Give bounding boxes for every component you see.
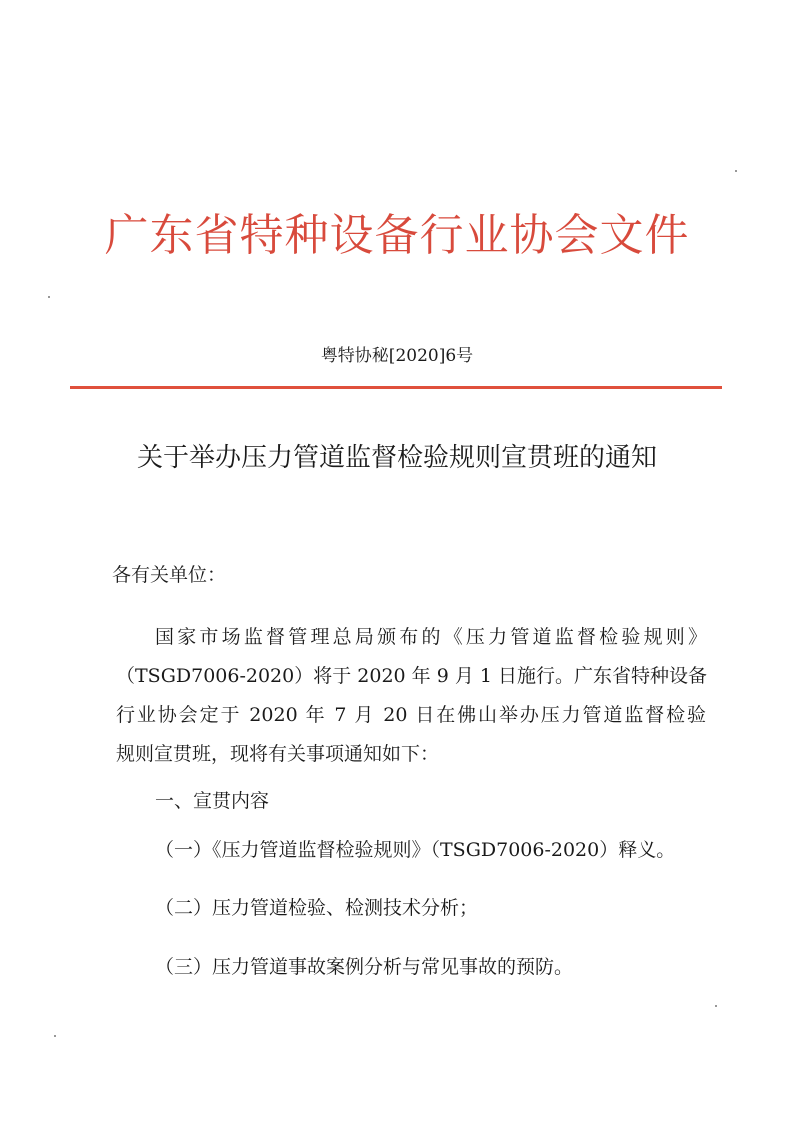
red-divider-line	[70, 386, 722, 389]
salutation: 各有关单位：	[112, 564, 227, 586]
intro-line-2: （TSGD7006-2020）将于 2020 年 9 月 1 日施行。广东省特种设备	[116, 665, 707, 687]
content-item-3: （三）压力管道事故案例分析与常见事故的预防。	[155, 956, 574, 978]
content-item-2: （二）压力管道检验、检测技术分析；	[155, 897, 479, 919]
intro-line-3: 行业协会定于 2020 年 7 月 20 日在佛山举办压力管道监督检验	[116, 704, 706, 726]
scan-speck	[54, 1035, 56, 1037]
scan-speck	[715, 1005, 717, 1007]
content-item-1: （一）《压力管道监督检验规则》（TSGD7006-2020）释义。	[155, 839, 676, 861]
notice-title: 关于举办压力管道监督检验规则宣贯班的通知	[136, 443, 657, 473]
document-number: 粤特协秘[2020]6号	[320, 346, 474, 366]
scan-speck	[735, 170, 737, 172]
organization-title: 广东省特种设备行业协会文件	[104, 210, 690, 261]
scan-speck	[48, 296, 50, 298]
intro-line-1: 国家市场监督管理总局颁布的《压力管道监督检验规则》	[155, 626, 707, 648]
section-heading: 一、宣贯内容	[155, 790, 270, 812]
intro-line-4: 规则宣贯班，现将有关事项通知如下：	[116, 743, 440, 765]
